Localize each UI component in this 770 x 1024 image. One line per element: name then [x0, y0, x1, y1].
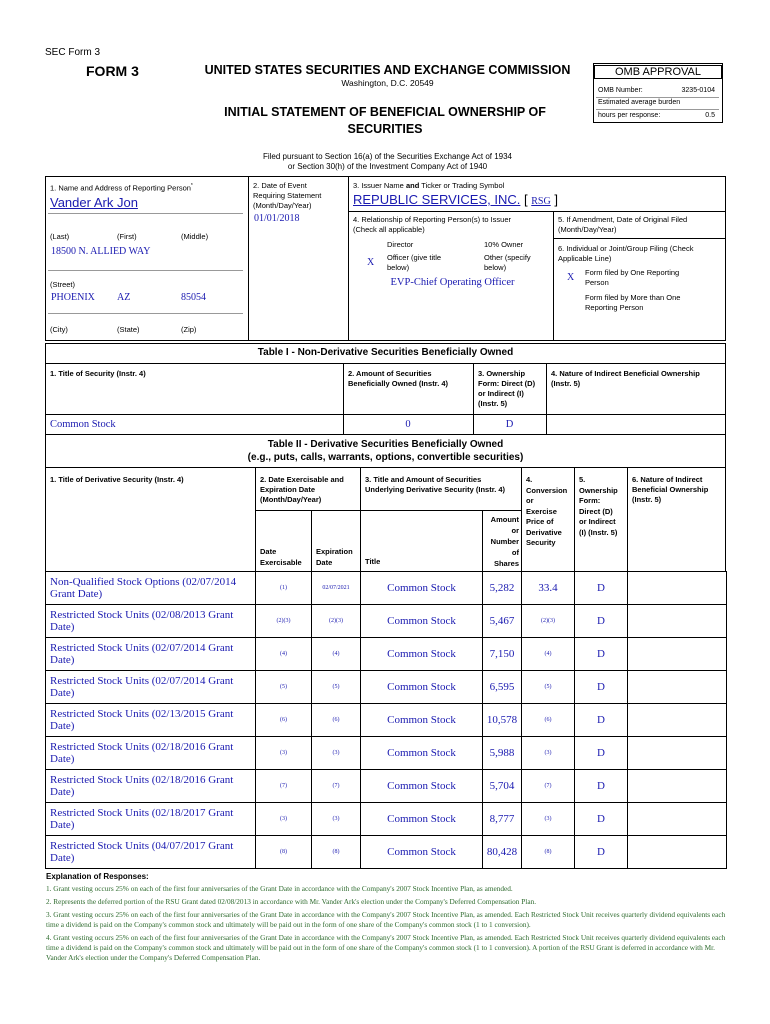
table2-col-conversion: 4. Conversion or Exercise Price of Derivative Security — [526, 475, 568, 547]
table1-title: Table I - Non-Derivative Securities Beneficially Owned — [257, 347, 514, 358]
row-nature-indirect — [628, 638, 727, 671]
table-row — [46, 704, 727, 737]
row-ownership-form: D — [575, 770, 628, 803]
table-row — [46, 836, 727, 869]
row-conversion-price: (3) — [522, 737, 575, 770]
row-expiration-date: (5) — [312, 671, 361, 704]
derivative-securities-table — [45, 571, 727, 869]
row-underlying-title: Common Stock — [361, 572, 483, 605]
row-nature-indirect — [628, 836, 727, 869]
table1-row-amount: 0 — [405, 419, 411, 430]
row-security: Restricted Stock Units (02/08/2013 Grant Date) — [46, 605, 256, 638]
table-row — [46, 572, 727, 605]
table1-row-security: Common Stock — [50, 419, 116, 430]
footnote: 2. Represents the deferred portion of the RSU Grant dated 02/08/2013 in accordance with Mr. Vander Ark's election under the Company's Deferred Compensation Plan. — [46, 897, 537, 906]
row-date-exercisable: (1) — [256, 572, 312, 605]
row-security: Restricted Stock Units (02/18/2016 Grant Date) — [46, 737, 256, 770]
table-row — [46, 803, 727, 836]
omb-hours-value: 0.5 — [705, 112, 715, 119]
officer-label: Officer (give title below) — [387, 253, 442, 272]
issuer-ticker-line: REPUBLIC SERVICES, INC. [ RSG ] — [353, 192, 558, 207]
row-date-exercisable: (2)(3) — [256, 605, 312, 638]
form-number: FORM 3 — [86, 63, 139, 79]
table2-col-title: 1. Title of Derivative Security (Instr. 4) — [50, 475, 184, 484]
row-expiration-date: (3) — [312, 737, 361, 770]
row-security: Restricted Stock Units (02/07/2014 Grant Date) — [46, 671, 256, 704]
row-security: Restricted Stock Units (02/18/2016 Grant Date) — [46, 770, 256, 803]
row-expiration-date: (7) — [312, 770, 361, 803]
omb-title: OMB APPROVAL — [594, 65, 722, 79]
ten-percent-owner-label: 10% Owner — [484, 240, 524, 249]
street-label: (Street) — [50, 280, 76, 289]
state-label: (State) — [117, 325, 140, 334]
row-ownership-form: D — [575, 605, 628, 638]
row-date-exercisable: (4) — [256, 638, 312, 671]
row-expiration-date: 02/07/2021 — [312, 572, 361, 605]
row-security: Restricted Stock Units (02/07/2014 Grant Date) — [46, 638, 256, 671]
row-underlying-title: Common Stock — [361, 770, 483, 803]
row-date-exercisable: (5) — [256, 671, 312, 704]
city-label: (City) — [50, 325, 68, 334]
other-label: Other (specify below) — [484, 253, 531, 272]
table2-col-underlying: 3. Title and Amount of Securities Underlying Derivative Security (Instr. 4) — [365, 475, 506, 494]
one-reporting-person-checkmark: X — [567, 272, 575, 283]
table2-sub-expiration: Expiration Date — [316, 547, 353, 567]
middle-label: (Middle) — [181, 232, 209, 241]
row-conversion-price: (3) — [522, 803, 575, 836]
filed-pursuant-line1: Filed pursuant to Section 16(a) of the Securities Exchange Act of 1934 — [262, 152, 513, 161]
table1-col-ownership: 3. Ownership Form: Direct (D) or Indirect (I) (Instr. 5) — [478, 369, 536, 408]
box6-label: 6. Individual or Joint/Group Filing (Check Applicable Line) — [558, 244, 694, 263]
row-date-exercisable: (7) — [256, 770, 312, 803]
row-conversion-price: (8) — [522, 836, 575, 869]
table1-row-form: D — [505, 419, 514, 430]
row-underlying-title: Common Stock — [361, 704, 483, 737]
box5-label: 5. If Amendment, Date of Original Filed (Month/Day/Year) — [558, 215, 688, 234]
row-underlying-title: Common Stock — [361, 671, 483, 704]
row-amount-shares: 5,282 — [483, 572, 522, 605]
row-amount-shares: 5,704 — [483, 770, 522, 803]
table2-col-nature: 6. Nature of Indirect Beneficial Ownership (Instr. 5) — [632, 475, 709, 504]
row-amount-shares: 10,578 — [483, 704, 522, 737]
table-row — [46, 671, 727, 704]
explanation-title: Explanation of Responses: — [46, 872, 149, 881]
omb-burden-label: Estimated average burden — [598, 99, 681, 106]
row-underlying-title: Common Stock — [361, 836, 483, 869]
officer-title-value: EVP-Chief Operating Officer — [390, 277, 515, 288]
row-ownership-form: D — [575, 638, 628, 671]
row-ownership-form: D — [575, 572, 628, 605]
table1-col-amount: 2. Amount of Securities Beneficially Owned (Instr. 4) — [348, 369, 449, 388]
row-nature-indirect — [628, 770, 727, 803]
reporting-person-name-link[interactable]: Vander Ark Jon — [50, 195, 138, 210]
row-date-exercisable: (3) — [256, 803, 312, 836]
row-conversion-price: (6) — [522, 704, 575, 737]
box1-asterisk: * — [190, 183, 193, 189]
footnote: 3. Grant vesting occurs 25% on each of the first four anniversaries of the Grant Date in accordance with the Company's 2007 Stock Incentive Plan, as amended. Each Restricted Stock Unit receives quarterly dividend equivalents each time a dividend is paid on the Company's common stock and ultimately will be paid out in the form of one share of the Company's common stock (1 to 1 conversion). — [46, 910, 726, 929]
one-reporting-person-label: Form filed by One Reporting Person — [585, 268, 680, 287]
row-ownership-form: D — [575, 803, 628, 836]
footnote: 1. Grant vesting occurs 25% on each of the first four anniversaries of the Grant Date in accordance with the Company's 2007 Stock Incentive Plan, as amended. — [46, 884, 513, 893]
row-amount-shares: 7,150 — [483, 638, 522, 671]
table2-title: Table II - Derivative Securities Beneficially Owned (e.g., puts, calls, warrants, options, convertible securities) — [247, 439, 524, 463]
form-label: SEC Form 3 — [45, 47, 101, 58]
row-expiration-date: (8) — [312, 836, 361, 869]
row-date-exercisable: (6) — [256, 704, 312, 737]
omb-hours-label: hours per response: — [598, 112, 661, 119]
statement-title: INITIAL STATEMENT OF BENEFICIAL OWNERSHIP OF SECURITIES — [224, 105, 546, 136]
row-conversion-price: (7) — [522, 770, 575, 803]
row-conversion-price: (2)(3) — [522, 605, 575, 638]
row-amount-shares: 5,988 — [483, 737, 522, 770]
zip-label: (Zip) — [181, 325, 197, 334]
omb-number-value: 3235-0104 — [681, 87, 715, 94]
omb-number-label: OMB Number: — [598, 87, 643, 94]
table2-col-dates: 2. Date Exercisable and Expiration Date (Month/Day/Year) — [260, 475, 344, 504]
row-nature-indirect — [628, 737, 727, 770]
row-nature-indirect — [628, 605, 727, 638]
footnote: 4. Grant vesting occurs 25% on each of the first four anniversaries of the Grant Date in accordance with the Company's 2007 Stock Incentive Plan, as amended. Each Restricted Stock Unit receives quarterly dividend equivalents each time a dividend is paid on the Company's common stock and ultimately will be paid out in the form of one share of the Company's common stock (1 to 1 conversion). A portion of the RSU Grant is deferred in accordance with Mr. Vander Ark's election under the Company's Deferred Compensation Plan. — [46, 933, 726, 962]
box2-label: 2. Date of Event Requiring Statement (Month/Day/Year) — [253, 181, 322, 210]
row-nature-indirect — [628, 671, 727, 704]
row-security: Restricted Stock Units (04/07/2017 Grant Date) — [46, 836, 256, 869]
address-value: 18500 N. ALLIED WAY — [51, 246, 151, 257]
agency-title: UNITED STATES SECURITIES AND EXCHANGE COMMISSION — [204, 63, 571, 77]
row-conversion-price: 33.4 — [522, 572, 575, 605]
table1-col-nature: 4. Nature of Indirect Beneficial Ownership (Instr. 5) — [551, 369, 700, 388]
row-nature-indirect — [628, 572, 727, 605]
row-security: Non-Qualified Stock Options (02/07/2014 Grant Date) — [46, 572, 256, 605]
last-label: (Last) — [50, 232, 70, 241]
issuer-name-link[interactable]: REPUBLIC SERVICES, INC. — [353, 192, 521, 207]
row-security: Restricted Stock Units (02/18/2017 Grant Date) — [46, 803, 256, 836]
table2-sub-date-exercisable: Date Exercisable — [260, 547, 302, 567]
row-amount-shares: 6,595 — [483, 671, 522, 704]
table-row — [46, 638, 727, 671]
director-label: Director — [387, 240, 414, 249]
row-expiration-date: (4) — [312, 638, 361, 671]
row-ownership-form: D — [575, 737, 628, 770]
table2-sub-title: Title — [365, 557, 381, 566]
box4-label: 4. Relationship of Reporting Person(s) to Issuer (Check all applicable) — [353, 215, 511, 234]
row-date-exercisable: (3) — [256, 737, 312, 770]
event-date-value: 01/01/2018 — [254, 213, 300, 224]
zip-value: 85054 — [181, 292, 206, 303]
row-nature-indirect — [628, 803, 727, 836]
row-expiration-date: (6) — [312, 704, 361, 737]
row-amount-shares: 80,428 — [483, 836, 522, 869]
table-row — [46, 737, 727, 770]
row-ownership-form: D — [575, 704, 628, 737]
agency-location: Washington, D.C. 20549 — [341, 78, 434, 88]
row-amount-shares: 5,467 — [483, 605, 522, 638]
row-date-exercisable: (8) — [256, 836, 312, 869]
box3-label: 3. Issuer Name and Ticker or Trading Symbol — [353, 181, 505, 190]
state-value: AZ — [117, 292, 131, 303]
table-row — [46, 770, 727, 803]
table-row — [46, 605, 727, 638]
row-conversion-price: (5) — [522, 671, 575, 704]
table2-sub-amount: Amount or Number of Shares — [490, 515, 519, 568]
row-nature-indirect — [628, 704, 727, 737]
row-underlying-title: Common Stock — [361, 638, 483, 671]
row-conversion-price: (4) — [522, 638, 575, 671]
row-expiration-date: (2)(3) — [312, 605, 361, 638]
filed-pursuant-line2: or Section 30(h) of the Investment Company Act of 1940 — [287, 162, 488, 171]
city-value: PHOENIX — [51, 292, 95, 303]
row-expiration-date: (3) — [312, 803, 361, 836]
row-underlying-title: Common Stock — [361, 803, 483, 836]
officer-checkmark: X — [367, 257, 375, 268]
row-ownership-form: D — [575, 836, 628, 869]
ticker-link[interactable]: RSG — [531, 196, 551, 207]
first-label: (First) — [117, 232, 137, 241]
row-amount-shares: 8,777 — [483, 803, 522, 836]
explanation-notes — [46, 884, 726, 966]
box1-label: 1. Name and Address of Reporting Person* — [50, 183, 193, 193]
row-underlying-title: Common Stock — [361, 737, 483, 770]
table2-col-ownership: 5. Ownership Form: Direct (D) or Indirect (I) (Instr. 5) — [579, 475, 618, 537]
more-reporting-persons-label: Form filed by More than One Reporting Person — [585, 293, 681, 312]
row-underlying-title: Common Stock — [361, 605, 483, 638]
row-ownership-form: D — [575, 671, 628, 704]
table1-col-title: 1. Title of Security (Instr. 4) — [50, 369, 146, 378]
row-security: Restricted Stock Units (02/13/2015 Grant Date) — [46, 704, 256, 737]
